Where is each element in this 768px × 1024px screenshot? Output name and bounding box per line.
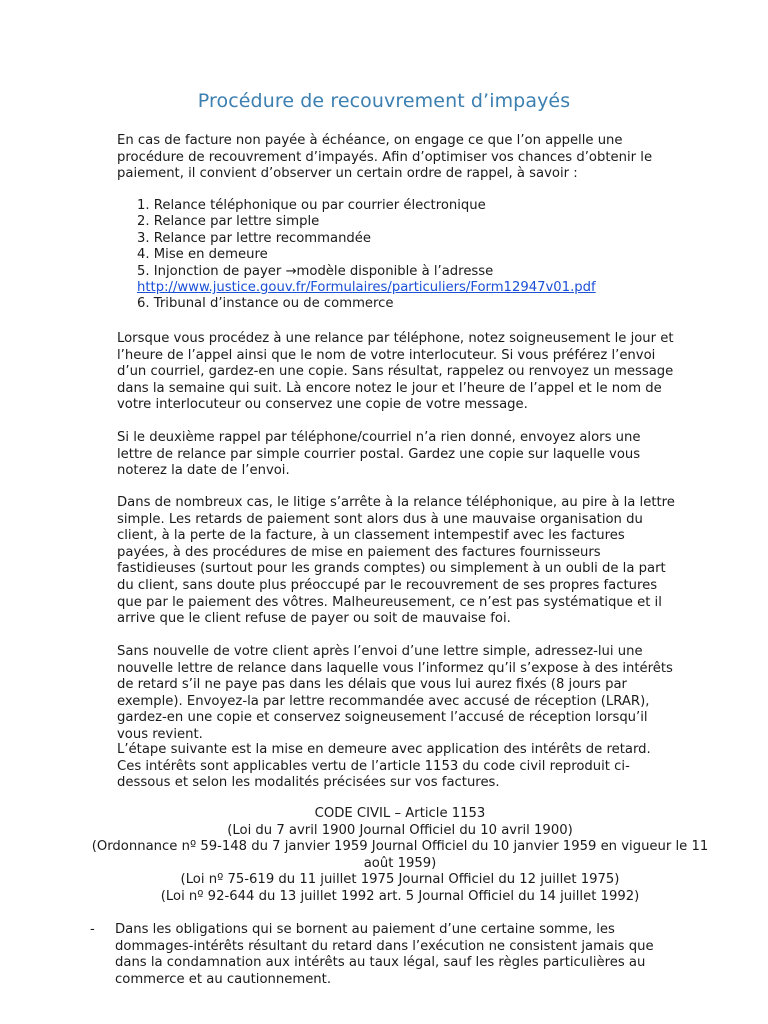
law-reference-1900: (Loi du 7 avril 1900 Journal Officiel du 10 avril 1900) [227,822,573,838]
bullet-item [90,922,680,988]
intro-paragraph: En cas de facture non payée à échéance, on engage ce que l’on appelle une procédure de recouvrement d’impayés. Afin d’optimiser vos chances d’obtenir le paiement, il convient d’observer un certain ordre de rappel, à savoir : [117,133,653,182]
list-item-step-1: 1. Relance téléphonique ou par courrier électronique [137,198,486,213]
page-title: Procédure de recouvrement d’impayés [197,90,571,112]
list-item-step-6: 6. Tribunal d’instance ou de commerce [137,296,394,312]
second-reminder-paragraph: Si le deuxième rappel par téléphone/courriel n’a rien donné, envoyez alors une lettre de relance par simple courrier postal. Gardez une copie sur laquelle vous noterez la date de l’envoi. [117,430,641,479]
next-step-paragraph: L’étape suivante est la mise en demeure avec application des intérêts de retard. Ces intérêts sont applicables vertu de l’article 1153 du code civil reproduit ci-dessous et selon les modalités précisées sur vos factures. [117,742,651,791]
phone-relance-paragraph: Lorsque vous procédez à une relance par téléphone, notez soigneusement le jour et l’heure de l’appel ainsi que le nom de votre interlocuteur. Si vous préférez l’envoi d’un courriel, gardez-en une copie. Sans résultat, rappelez ou renvoyez un message dans la semaine qui suit. Là encore notez le jour et l’heure de l’appel et le nom de votre interlocuteur ou conservez une copie de votre message. [117,331,674,413]
list-item-step-3: 3. Relance par lettre recommandée [137,230,372,246]
law-reference-1992: (Loi nº 92-644 du 13 juillet 1992 art. 5 Journal Officiel du 14 juillet 1992) [160,888,640,904]
code-civil-block [90,806,710,906]
bullet-dash: - [90,922,95,937]
list-item-step-5: 5. Injonction de payer →modèle disponible à l’adresse [137,263,494,279]
bullet-text: Dans les obligations qui se bornent au paiement d’une certaine somme, les dommages-intérêts résultant du retard dans l’exécution ne consistent jamais que dans la condamnation aux intérêts au taux légal, sauf les règles particulières au commerce et au cautionnement. [115,922,654,987]
list-item-step-2: 2. Relance par lettre simple [137,214,320,230]
law-reference-1959: (Ordonnance nº 59-148 du 7 janvier 1959 Journal Officiel du 10 janvier 1959 en vigueur le 11 août 1959) [91,839,709,871]
law-reference-1975: (Loi nº 75-619 du 11 juillet 1975 Journal Officiel du 12 juillet 1975) [180,872,620,888]
no-news-paragraph: Sans nouvelle de votre client après l’envoi d’une lettre simple, adressez-lui une nouvelle lettre de relance dans laquelle vous l’informez qu’il s’expose à des intérêts de retard s’il ne paye pas dans les délais que vous lui aurez fixés (8 jours par exemple). Envoyez-la par lettre recommandée avec accusé de réception (LRAR), gardez-en une copie et conservez soigneusement l’accusé de réception lorsqu’il vous revient. [117,644,673,742]
form-link[interactable]: http://www.justice.gouv.fr/Formulaires/particuliers/Form12947v01.pdf [137,280,596,296]
code-civil-heading: CODE CIVIL – Article 1153 [314,806,486,821]
cases-paragraph: Dans de nombreux cas, le litige s’arrête à la relance téléphonique, au pire à la lettre simple. Les retards de paiement sont alors dus à une mauvaise organisation du client, à la perte de la facture, à un classement intempestif avec les factures payées, à des procédures de mise en paiement des factures fournisseurs fastidieuses (surtout pour les grands comptes) ou simplement à un oubli de la part du client, sans doute plus préoccupé par le recouvrement de ses propres factures que par le paiement des vôtres. Malheureusement, ce n’est pas systématique et il arrive que le client refuse de payer ou soit de mauvaise foi. [117,495,675,627]
list-item-step-4: 4. Mise en demeure [137,247,268,263]
recovery-steps-list [137,198,657,313]
